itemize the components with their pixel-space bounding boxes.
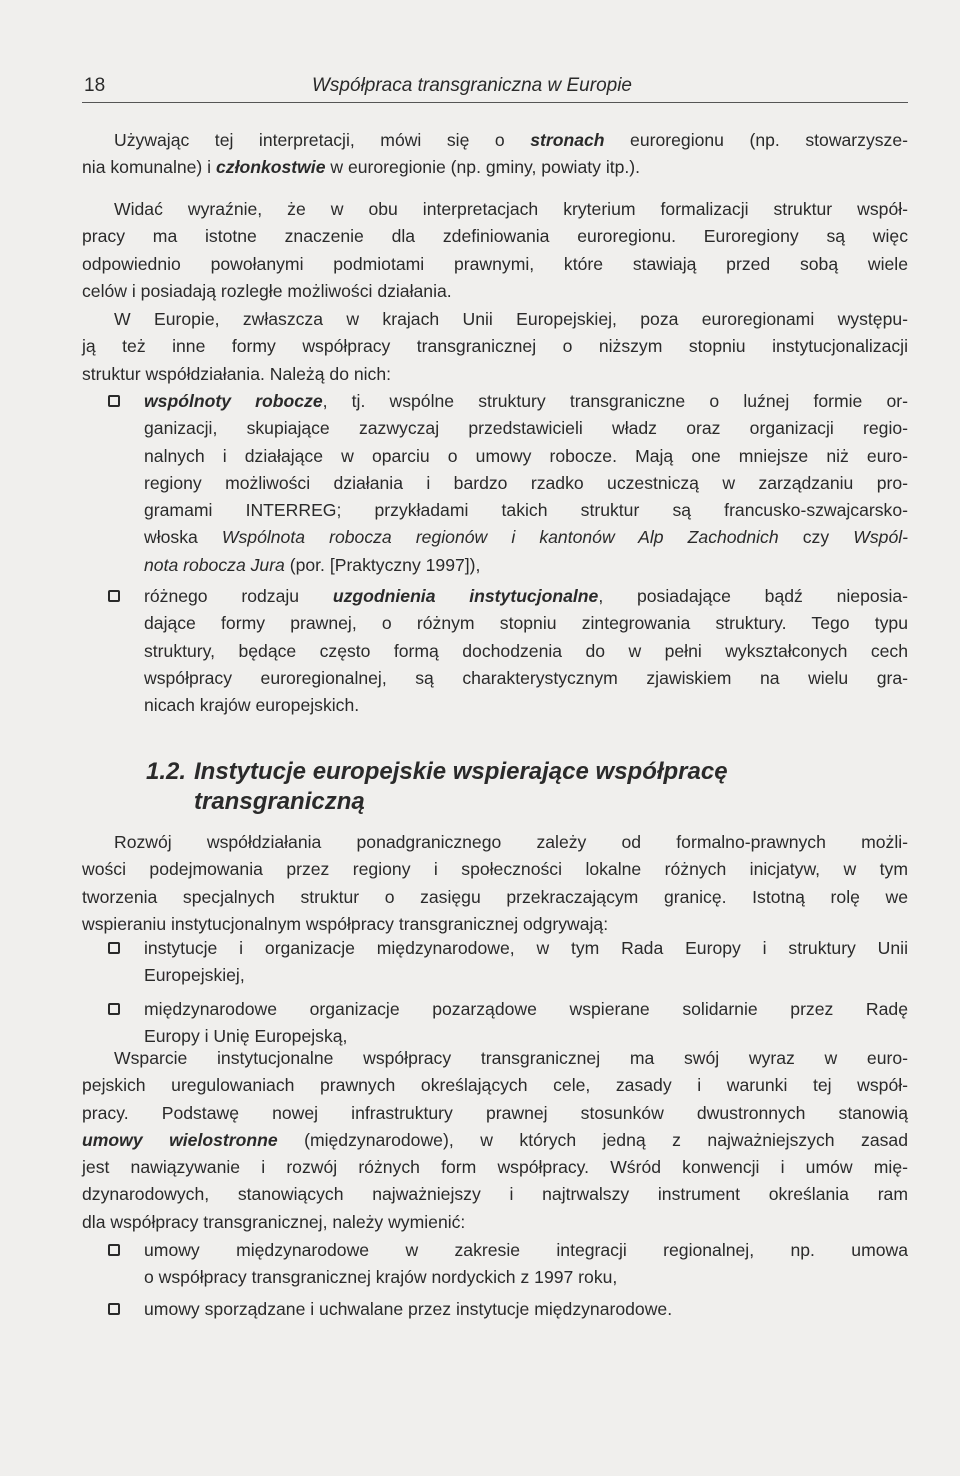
text-line: struktury, będące często formą dochodzenia do w pełni wykształconych cech: [144, 640, 908, 661]
list-item: [82, 388, 908, 579]
page-number: 18: [84, 75, 106, 96]
text-line: Europejskiej,: [144, 965, 245, 986]
text-line: dzynarodowych, stanowiących najważniejszy i najtrwalszy instrument określania ram: [82, 1184, 908, 1205]
text-line: wości podejmowania przez regiony i społeczności lokalne różnych inicjatyw, w tym: [82, 859, 908, 880]
checkbox-bullet-icon: [108, 590, 120, 602]
text-line: gramami INTERREG; przykładami takich struktur są francusko-szwajcarsko-: [144, 500, 908, 521]
running-header: [82, 74, 908, 103]
checkbox-bullet-icon: [108, 395, 120, 407]
text-line: jest nawiązywanie i rozwój różnych form współpracy. Wśród konwencji i umów mię-: [82, 1157, 908, 1178]
text-line: umowy sporządzane i uchwalane przez instytucje międzynarodowe.: [144, 1298, 673, 1319]
text-line: współpracy euroregionalnej, są charakterystycznym zjawiskiem na wielu gra-: [144, 667, 908, 688]
section-title-line1: Instytucje europejskie wspierające współpracę: [194, 758, 728, 785]
text-line: pracy ma istotne znaczenie dla zdefiniowania euroregionu. Euroregiony są więc: [82, 226, 908, 247]
section-heading: [146, 757, 846, 817]
text-line: włoska Wspólnota robocza regionów i kantonów Alp Zachodnich czy Wspól-: [144, 527, 908, 548]
text-line: Widać wyraźnie, że w obu interpretacjach kryterium formalizacji struktur współ-: [114, 199, 908, 219]
text-line: umowy wielostronne (międzynarodowe), w których jedną z najważniejszych zasad: [82, 1129, 908, 1150]
text-line: nota robocza Jura (por. [Praktyczny 1997]),: [144, 554, 481, 575]
list-item: [82, 1296, 908, 1323]
bullet-list-institutions: [82, 935, 908, 1050]
text-line: ją też inne formy współpracy transgranicznej o niższym stopniu instytucjonalizacji: [82, 336, 908, 357]
text-line: o współpracy transgranicznej krajów nordyckich z 1997 roku,: [144, 1267, 618, 1288]
paragraph-4: [82, 829, 908, 938]
text-line: międzynarodowe organizacje pozarządowe wspierane solidarnie przez Radę: [144, 998, 908, 1019]
text-line: regiony możliwości działania i bardzo rzadko uczestniczą w zarządzaniu pro-: [144, 472, 908, 493]
paragraph-5: [82, 1045, 908, 1236]
text-line: nicach krajów europejskich.: [144, 695, 360, 716]
list-item: [82, 996, 908, 1051]
text-line: celów i posiadają rozległe możliwości działania.: [82, 280, 452, 301]
text-line: pejskich uregulowaniach prawnych określających cele, zasady i warunki tej współ-: [82, 1075, 908, 1096]
text-line: struktur współdziałania. Należą do nich:: [82, 363, 392, 384]
checkbox-bullet-icon: [108, 1244, 120, 1256]
text-line: ganizacji, skupiające zazwyczaj przedstawicieli władz oraz organizacji regio-: [144, 418, 908, 439]
text-line: różnego rodzaju uzgodnienia instytucjonalne, posiadające bądź nieposia-: [144, 586, 908, 607]
list-item: [82, 583, 908, 719]
list-item: [82, 1237, 908, 1292]
checkbox-bullet-icon: [108, 942, 120, 954]
text-line: wspieraniu instytucjonalnym współpracy transgranicznej odgrywają:: [82, 913, 609, 934]
text-line: Europy i Unię Europejską,: [144, 1025, 348, 1046]
text-line: wspólnoty robocze, tj. wspólne struktury transgraniczne o luźnej formie or-: [144, 391, 908, 411]
bullet-list-agreements: [82, 1237, 908, 1323]
section-number: 1.2.: [146, 758, 187, 785]
running-title: Współpraca transgraniczna w Europie: [312, 75, 632, 96]
paragraph-3: [82, 306, 908, 388]
text-line: umowy międzynarodowe w zakresie integracji regionalnej, np. umowa: [144, 1240, 908, 1260]
text-line: pracy. Podstawę nowej infrastruktury prawnej stosunków dwustronnych stanowią: [82, 1102, 908, 1123]
text-line: tworzenia specjalnych struktur o zasięgu przekraczającym granicę. Istotną rolę we: [82, 886, 908, 907]
text-line: Wsparcie instytucjonalne współpracy transgranicznej ma swój wyraz w euro-: [114, 1048, 908, 1068]
section-title-line2: transgraniczną: [194, 788, 365, 815]
text-line: W Europie, zwłaszcza w krajach Unii Europejskiej, poza euroregionami występu-: [114, 309, 908, 329]
checkbox-bullet-icon: [108, 1303, 120, 1315]
bullet-list-forms: [82, 388, 908, 720]
text-line: nalnych i działające w oparciu o umowy robocze. Mają one mniejsze niż euro-: [144, 445, 908, 466]
text-line: odpowiednio powołanymi podmiotami prawnymi, które stawiają przed sobą wiele: [82, 253, 908, 274]
list-item: [82, 935, 908, 990]
text-line: Rozwój współdziałania ponadgranicznego zależy od formalno-prawnych możli-: [114, 832, 908, 852]
text-line: dające formy prawnej, o różnym stopniu zintegrowania struktury. Tego typu: [144, 613, 908, 634]
text-line: Używając tej interpretacji, mówi się o stronach euroregionu (np. stowarzysze-: [114, 130, 908, 150]
paragraph-1: [82, 127, 908, 182]
paragraph-2: [82, 196, 908, 305]
text-line: nia komunalne) i członkostwie w euroregionie (np. gminy, powiaty itp.).: [82, 157, 641, 178]
text-line: dla współpracy transgranicznej, należy wymienić:: [82, 1211, 466, 1232]
checkbox-bullet-icon: [108, 1003, 120, 1015]
text-line: instytucje i organizacje międzynarodowe, w tym Rada Europy i struktury Unii: [144, 938, 908, 958]
